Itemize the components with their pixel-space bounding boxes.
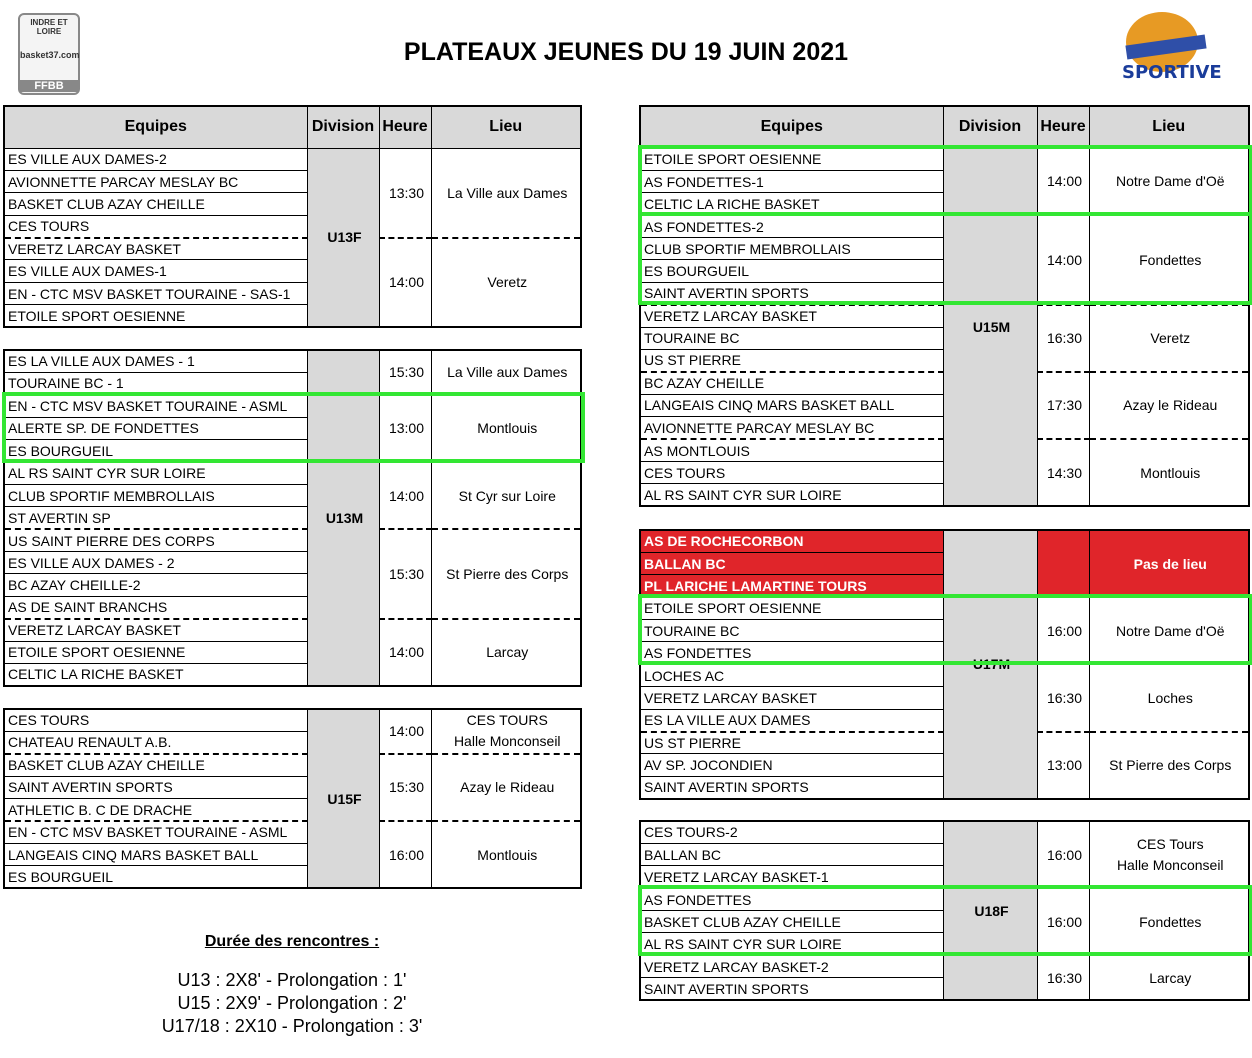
team-name: TOURAINE BC — [640, 327, 943, 349]
division-cell: U15F — [307, 709, 379, 888]
basket37-logo — [18, 13, 80, 95]
team-name: PL LARICHE LAMARTINE TOURS — [640, 575, 943, 597]
place-cell: Montlouis — [431, 821, 581, 888]
logo-site-text: basket37.com — [20, 50, 80, 60]
team-name: BC AZAY CHEILLE-2 — [4, 574, 307, 596]
time-cell: 14:00 — [379, 709, 431, 754]
team-name: ETOILE SPORT OESIENNE — [4, 305, 307, 327]
table-row — [4, 529, 581, 551]
team-name: AS FONDETTES — [640, 888, 943, 910]
team-name: AS DE ROCHECORBON — [640, 530, 943, 552]
place-cell: Veretz — [431, 238, 581, 328]
team-name: CES TOURS — [4, 215, 307, 237]
team-name: ES LA VILLE AUX DAMES - 1 — [4, 350, 307, 372]
time-cell: 16:30 — [1037, 305, 1089, 372]
team-name: VERETZ LARCAY BASKET-1 — [640, 866, 943, 888]
team-name: VERETZ LARCAY BASKET — [4, 619, 307, 641]
team-name: ES BOURGUEIL — [4, 866, 307, 888]
page-title: PLATEAUX JEUNES DU 19 JUIN 2021 — [403, 38, 849, 66]
duration-line: U13 : 2X8' - Prolongation : 1' — [177, 970, 407, 990]
schedule-table-u13f — [3, 105, 582, 328]
time-cell: 16:30 — [1037, 955, 1089, 1000]
team-name: EN - CTC MSV BASKET TOURAINE - ASML — [4, 821, 307, 843]
place-cell: Azay le Rideau — [1089, 372, 1249, 439]
table-row — [4, 350, 581, 372]
place-cell: Fondettes — [1089, 215, 1249, 305]
team-name: VERETZ LARCAY BASKET — [640, 305, 943, 327]
team-name: AS FONDETTES — [640, 642, 943, 664]
table-row — [4, 395, 581, 417]
schedule-table-u15f — [3, 708, 582, 889]
table-row — [4, 709, 581, 731]
logo-word: SPORTIVE — [1122, 62, 1222, 83]
team-name: ATHLETIC B. C DE DRACHE — [4, 799, 307, 821]
team-name: ES LA VILLE AUX DAMES — [640, 709, 943, 731]
place-cell: La Ville aux Dames — [431, 350, 581, 395]
time-cell: 16:00 — [1037, 821, 1089, 888]
team-name: CES TOURS — [640, 461, 943, 483]
team-name: AL RS SAINT CYR SUR LOIRE — [4, 462, 307, 484]
place-cell: Fondettes — [1089, 888, 1249, 955]
time-cell: 17:30 — [1037, 372, 1089, 439]
team-name: AL RS SAINT CYR SUR LOIRE — [640, 484, 943, 506]
logo-region-text: INDRE ET LOIRE — [30, 18, 68, 36]
header-teams: Equipes — [4, 106, 307, 148]
time-cell: 16:00 — [379, 821, 431, 888]
place-cell: Montlouis — [1089, 439, 1249, 506]
time-cell: 16:00 — [1037, 597, 1089, 664]
team-name: SAINT AVERTIN SPORTS — [640, 282, 943, 304]
table-row — [4, 821, 581, 843]
match-duration — [150, 933, 434, 1038]
time-cell: 15:30 — [379, 350, 431, 395]
place-line: Halle Monconseil — [453, 733, 561, 750]
team-name: AVIONNETTE PARCAY MESLAY BC — [640, 417, 943, 439]
place-cell: St Pierre des Corps — [1089, 732, 1249, 799]
division-cell: U17M — [943, 530, 1037, 799]
division-cell: U13M — [307, 350, 379, 686]
place-cell: Loches — [1089, 664, 1249, 731]
team-name: ETOILE SPORT OESIENNE — [4, 641, 307, 663]
team-name: BASKET CLUB AZAY CHEILLE — [4, 193, 307, 215]
team-name: CELTIC LA RICHE BASKET — [640, 193, 943, 215]
team-name: LANGEAIS CINQ MARS BASKET BALL — [4, 843, 307, 865]
team-name: ES VILLE AUX DAMES - 2 — [4, 552, 307, 574]
time-cell: 14:30 — [1037, 439, 1089, 506]
table-row — [4, 619, 581, 641]
time-cell: 16:30 — [1037, 664, 1089, 731]
duration-line: U15 : 2X9' - Prolongation : 2' — [177, 993, 407, 1013]
place-cell: St Pierre des Corps — [431, 529, 581, 619]
header-place: Lieu — [431, 106, 581, 148]
header-place: Lieu — [1089, 106, 1249, 148]
team-name: BASKET CLUB AZAY CHEILLE — [640, 911, 943, 933]
table-row — [4, 754, 581, 776]
team-name: BALLAN BC — [640, 843, 943, 865]
table-row — [640, 148, 1249, 170]
time-cell — [1037, 530, 1089, 597]
schedule-table-u13m — [3, 349, 582, 687]
place-cell: Larcay — [431, 619, 581, 686]
header-division: Division — [943, 106, 1037, 148]
place-cell: La Ville aux Dames — [431, 148, 581, 238]
time-cell: 13:00 — [379, 395, 431, 462]
team-name: US SAINT PIERRE DES CORPS — [4, 529, 307, 551]
table-row — [640, 530, 1249, 552]
place-cell: Notre Dame d'Oë — [1089, 148, 1249, 215]
time-cell: 14:00 — [1037, 215, 1089, 305]
table-row — [4, 462, 581, 484]
header-time: Heure — [379, 106, 431, 148]
team-name: AS FONDETTES-1 — [640, 170, 943, 192]
place-cell: Azay le Rideau — [431, 754, 581, 821]
team-name: US ST PIERRE — [640, 732, 943, 754]
team-name: CLUB SPORTIF MEMBROLLAIS — [640, 238, 943, 260]
team-name: CES TOURS — [4, 709, 307, 731]
division-cell: U15M — [943, 148, 1037, 506]
team-name: VERETZ LARCAY BASKET — [640, 687, 943, 709]
schedule-table-u17m — [639, 529, 1250, 800]
place-cell: Veretz — [1089, 305, 1249, 372]
time-cell: 14:00 — [379, 619, 431, 686]
team-name: ST AVERTIN SP — [4, 507, 307, 529]
team-name: BASKET CLUB AZAY CHEILLE — [4, 754, 307, 776]
team-name: VERETZ LARCAY BASKET-2 — [640, 955, 943, 977]
place-cell — [431, 709, 581, 754]
team-name: SAINT AVERTIN SPORTS — [4, 776, 307, 798]
sportive-logo — [1118, 12, 1222, 86]
table-row — [4, 148, 581, 170]
team-name: CES TOURS-2 — [640, 821, 943, 843]
place-cell: Larcay — [1089, 955, 1249, 1000]
header-time: Heure — [1037, 106, 1089, 148]
team-name: CHATEAU RENAULT A.B. — [4, 731, 307, 753]
place-cell: Montlouis — [431, 395, 581, 462]
team-name: LANGEAIS CINQ MARS BASKET BALL — [640, 394, 943, 416]
team-name: BALLAN BC — [640, 552, 943, 574]
table-row — [4, 238, 581, 260]
team-name: US ST PIERRE — [640, 350, 943, 372]
team-name: BC AZAY CHEILLE — [640, 372, 943, 394]
place-line: CES TOURS — [466, 712, 548, 729]
team-name: LOCHES AC — [640, 664, 943, 686]
time-cell: 13:00 — [1037, 732, 1089, 799]
team-name: AS MONTLOUIS — [640, 439, 943, 461]
team-name: ETOILE SPORT OESIENNE — [640, 148, 943, 170]
schedule-table-u18f — [639, 820, 1250, 1001]
place-cell: St Cyr sur Loire — [431, 462, 581, 529]
duration-heading: Durée des rencontres : — [204, 933, 380, 950]
division-cell: U18F — [943, 821, 1037, 1000]
team-name: SAINT AVERTIN SPORTS — [640, 776, 943, 798]
place-cell: Notre Dame d'Oë — [1089, 597, 1249, 664]
team-name: ES VILLE AUX DAMES-1 — [4, 260, 307, 282]
header-teams: Equipes — [640, 106, 943, 148]
time-cell: 15:30 — [379, 754, 431, 821]
team-name: AV SP. JOCONDIEN — [640, 754, 943, 776]
time-cell: 13:30 — [379, 148, 431, 238]
duration-line: U17/18 : 2X10 - Prolongation : 3' — [161, 1016, 423, 1036]
team-name: ALERTE SP. DE FONDETTES — [4, 417, 307, 439]
logo-ffbb-text: FFBB — [20, 80, 78, 92]
team-name: ES BOURGUEIL — [640, 260, 943, 282]
place-cell: Pas de lieu — [1089, 530, 1249, 597]
team-name: TOURAINE BC - 1 — [4, 372, 307, 394]
time-cell: 14:00 — [379, 462, 431, 529]
team-name: TOURAINE BC — [640, 620, 943, 642]
team-name: AL RS SAINT CYR SUR LOIRE — [640, 933, 943, 955]
place-cell — [1089, 821, 1249, 888]
place-line: Halle Monconseil — [1116, 856, 1224, 873]
team-name: CLUB SPORTIF MEMBROLLAIS — [4, 484, 307, 506]
time-cell: 14:00 — [379, 238, 431, 328]
team-name: ETOILE SPORT OESIENNE — [640, 597, 943, 619]
time-cell: 14:00 — [1037, 148, 1089, 215]
place-line: CES Tours — [1136, 835, 1204, 852]
team-name: SAINT AVERTIN SPORTS — [640, 978, 943, 1000]
table-row — [640, 821, 1249, 843]
team-name: AVIONNETTE PARCAY MESLAY BC — [4, 170, 307, 192]
schedule-table-u15m — [639, 105, 1250, 507]
header-division: Division — [307, 106, 379, 148]
team-name: AS FONDETTES-2 — [640, 215, 943, 237]
team-name: CELTIC LA RICHE BASKET — [4, 663, 307, 685]
team-name: ES BOURGUEIL — [4, 440, 307, 462]
team-name: EN - CTC MSV BASKET TOURAINE - SAS-1 — [4, 282, 307, 304]
time-cell: 16:00 — [1037, 888, 1089, 955]
team-name: ES VILLE AUX DAMES-2 — [4, 148, 307, 170]
team-name: AS DE SAINT BRANCHS — [4, 596, 307, 618]
team-name: VERETZ LARCAY BASKET — [4, 238, 307, 260]
time-cell: 15:30 — [379, 529, 431, 619]
division-cell: U13F — [307, 148, 379, 327]
team-name: EN - CTC MSV BASKET TOURAINE - ASML — [4, 395, 307, 417]
